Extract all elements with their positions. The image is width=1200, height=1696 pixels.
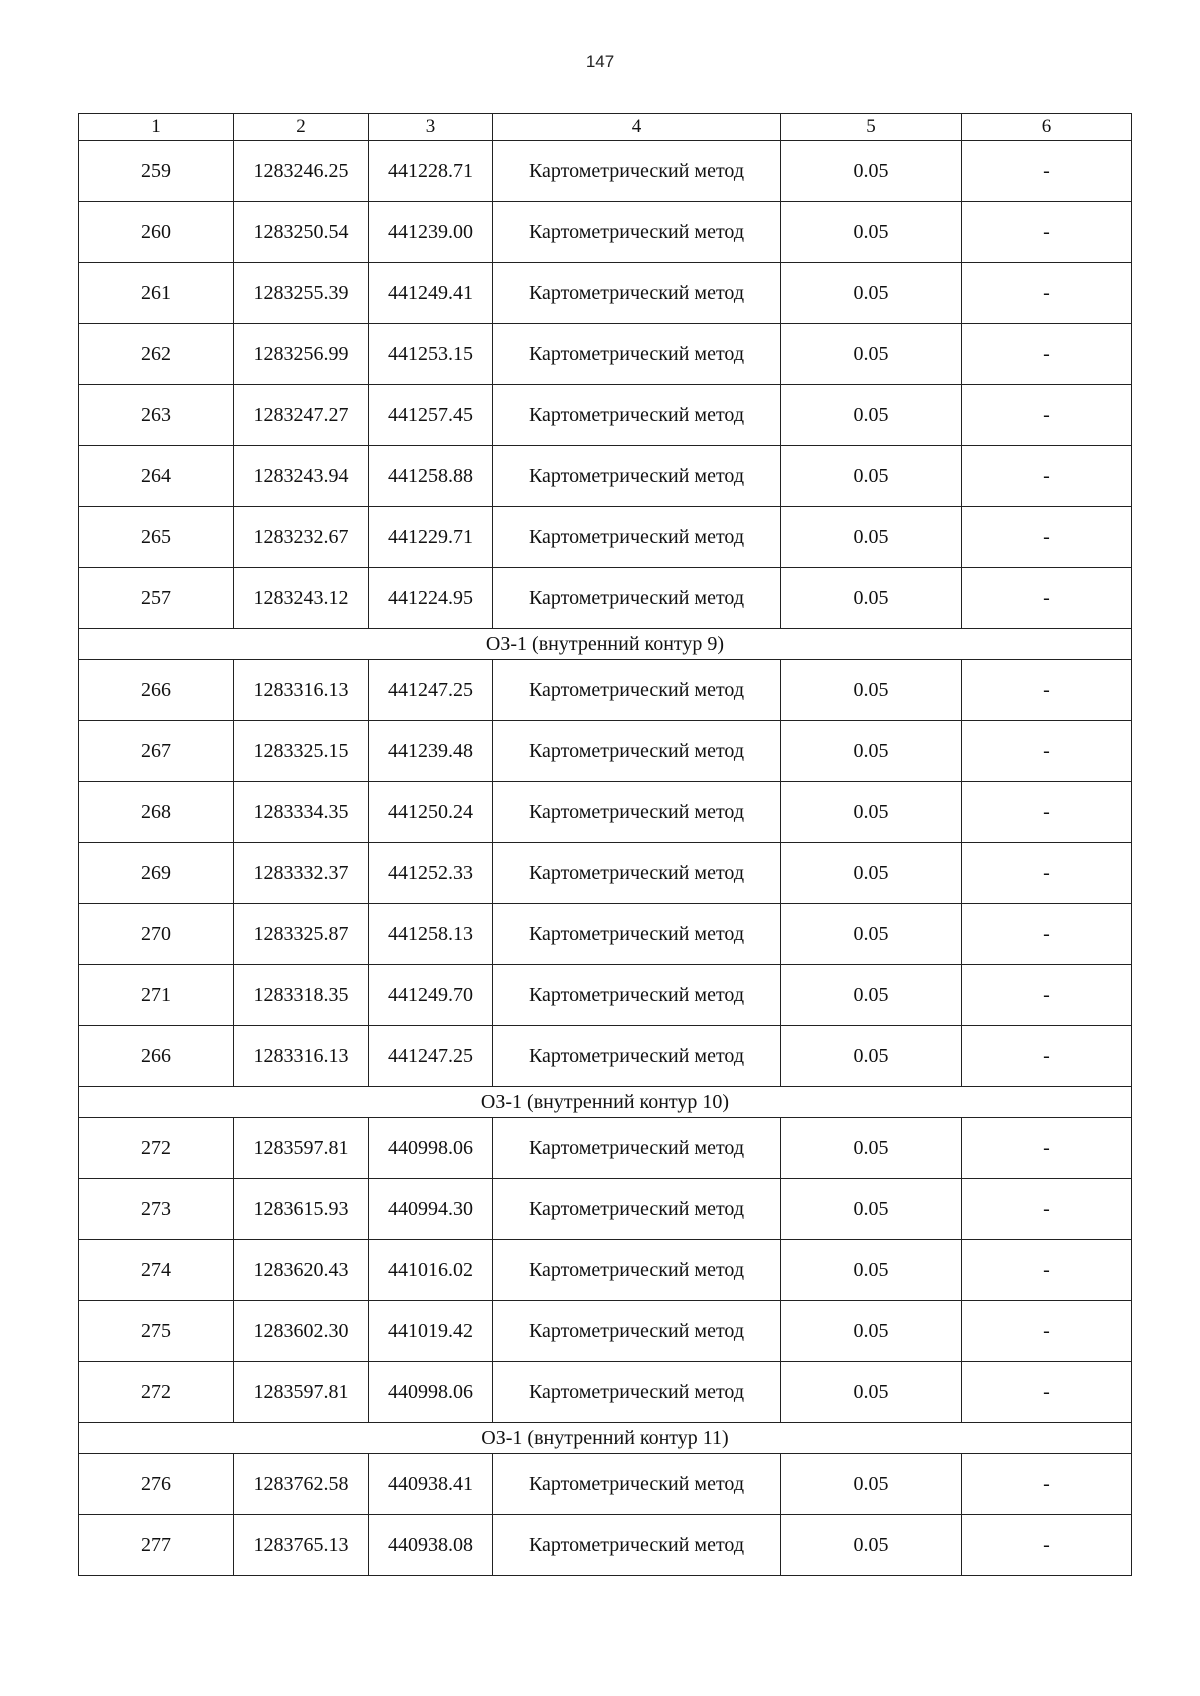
table-row xyxy=(79,721,1132,782)
x-coordinate-cell: 1283765.13 xyxy=(234,1515,369,1576)
y-coordinate-cell: 441247.25 xyxy=(369,660,493,721)
note-cell: - xyxy=(962,904,1132,965)
accuracy-cell: 0.05 xyxy=(781,446,962,507)
method-cell: Картометрический метод xyxy=(493,324,781,385)
point-number-cell: 273 xyxy=(79,1179,234,1240)
column-header: 6 xyxy=(962,114,1132,141)
x-coordinate-cell: 1283243.94 xyxy=(234,446,369,507)
accuracy-cell: 0.05 xyxy=(781,1179,962,1240)
y-coordinate-cell: 441257.45 xyxy=(369,385,493,446)
x-coordinate-cell: 1283316.13 xyxy=(234,660,369,721)
note-cell: - xyxy=(962,660,1132,721)
point-number-cell: 266 xyxy=(79,1026,234,1087)
x-coordinate-cell: 1283597.81 xyxy=(234,1118,369,1179)
section-label: ОЗ-1 (внутренний контур 9) xyxy=(79,629,1132,660)
coordinates-table xyxy=(78,113,1132,1576)
column-header: 5 xyxy=(781,114,962,141)
method-cell: Картометрический метод xyxy=(493,1118,781,1179)
accuracy-cell: 0.05 xyxy=(781,1301,962,1362)
point-number-cell: 269 xyxy=(79,843,234,904)
table-row xyxy=(79,660,1132,721)
section-row xyxy=(79,1087,1132,1118)
note-cell: - xyxy=(962,1454,1132,1515)
table-row xyxy=(79,141,1132,202)
y-coordinate-cell: 441224.95 xyxy=(369,568,493,629)
point-number-cell: 264 xyxy=(79,446,234,507)
point-number-cell: 260 xyxy=(79,202,234,263)
method-cell: Картометрический метод xyxy=(493,568,781,629)
x-coordinate-cell: 1283316.13 xyxy=(234,1026,369,1087)
y-coordinate-cell: 441258.88 xyxy=(369,446,493,507)
table-row xyxy=(79,385,1132,446)
note-cell: - xyxy=(962,782,1132,843)
method-cell: Картометрический метод xyxy=(493,1454,781,1515)
point-number-cell: 277 xyxy=(79,1515,234,1576)
note-cell: - xyxy=(962,385,1132,446)
x-coordinate-cell: 1283243.12 xyxy=(234,568,369,629)
y-coordinate-cell: 441250.24 xyxy=(369,782,493,843)
note-cell: - xyxy=(962,1301,1132,1362)
x-coordinate-cell: 1283232.67 xyxy=(234,507,369,568)
point-number-cell: 275 xyxy=(79,1301,234,1362)
note-cell: - xyxy=(962,721,1132,782)
point-number-cell: 257 xyxy=(79,568,234,629)
method-cell: Картометрический метод xyxy=(493,965,781,1026)
method-cell: Картометрический метод xyxy=(493,660,781,721)
accuracy-cell: 0.05 xyxy=(781,385,962,446)
x-coordinate-cell: 1283250.54 xyxy=(234,202,369,263)
method-cell: Картометрический метод xyxy=(493,904,781,965)
table-row xyxy=(79,782,1132,843)
accuracy-cell: 0.05 xyxy=(781,1026,962,1087)
note-cell: - xyxy=(962,1026,1132,1087)
table-row xyxy=(79,1118,1132,1179)
accuracy-cell: 0.05 xyxy=(781,141,962,202)
y-coordinate-cell: 441253.15 xyxy=(369,324,493,385)
table-row xyxy=(79,568,1132,629)
column-header: 1 xyxy=(79,114,234,141)
method-cell: Картометрический метод xyxy=(493,141,781,202)
accuracy-cell: 0.05 xyxy=(781,324,962,385)
x-coordinate-cell: 1283325.15 xyxy=(234,721,369,782)
x-coordinate-cell: 1283615.93 xyxy=(234,1179,369,1240)
accuracy-cell: 0.05 xyxy=(781,1118,962,1179)
point-number-cell: 272 xyxy=(79,1362,234,1423)
method-cell: Картометрический метод xyxy=(493,1515,781,1576)
accuracy-cell: 0.05 xyxy=(781,202,962,263)
column-header: 4 xyxy=(493,114,781,141)
method-cell: Картометрический метод xyxy=(493,1026,781,1087)
point-number-cell: 272 xyxy=(79,1118,234,1179)
method-cell: Картометрический метод xyxy=(493,202,781,263)
table-row xyxy=(79,446,1132,507)
table-row xyxy=(79,1362,1132,1423)
note-cell: - xyxy=(962,965,1132,1026)
point-number-cell: 262 xyxy=(79,324,234,385)
y-coordinate-cell: 440998.06 xyxy=(369,1362,493,1423)
accuracy-cell: 0.05 xyxy=(781,843,962,904)
table-row xyxy=(79,507,1132,568)
x-coordinate-cell: 1283318.35 xyxy=(234,965,369,1026)
y-coordinate-cell: 440938.08 xyxy=(369,1515,493,1576)
point-number-cell: 276 xyxy=(79,1454,234,1515)
table-row xyxy=(79,904,1132,965)
point-number-cell: 263 xyxy=(79,385,234,446)
point-number-cell: 270 xyxy=(79,904,234,965)
table-row xyxy=(79,1301,1132,1362)
note-cell: - xyxy=(962,1515,1132,1576)
accuracy-cell: 0.05 xyxy=(781,1362,962,1423)
point-number-cell: 265 xyxy=(79,507,234,568)
note-cell: - xyxy=(962,141,1132,202)
column-header: 3 xyxy=(369,114,493,141)
section-label: ОЗ-1 (внутренний контур 11) xyxy=(79,1423,1132,1454)
point-number-cell: 261 xyxy=(79,263,234,324)
note-cell: - xyxy=(962,1118,1132,1179)
x-coordinate-cell: 1283246.25 xyxy=(234,141,369,202)
method-cell: Картометрический метод xyxy=(493,721,781,782)
point-number-cell: 267 xyxy=(79,721,234,782)
table-header-row xyxy=(79,114,1132,141)
point-number-cell: 266 xyxy=(79,660,234,721)
accuracy-cell: 0.05 xyxy=(781,263,962,324)
table-row xyxy=(79,324,1132,385)
method-cell: Картометрический метод xyxy=(493,446,781,507)
note-cell: - xyxy=(962,843,1132,904)
method-cell: Картометрический метод xyxy=(493,507,781,568)
y-coordinate-cell: 441249.70 xyxy=(369,965,493,1026)
note-cell: - xyxy=(962,568,1132,629)
x-coordinate-cell: 1283247.27 xyxy=(234,385,369,446)
x-coordinate-cell: 1283332.37 xyxy=(234,843,369,904)
accuracy-cell: 0.05 xyxy=(781,1240,962,1301)
column-header: 2 xyxy=(234,114,369,141)
accuracy-cell: 0.05 xyxy=(781,507,962,568)
note-cell: - xyxy=(962,263,1132,324)
x-coordinate-cell: 1283325.87 xyxy=(234,904,369,965)
y-coordinate-cell: 441252.33 xyxy=(369,843,493,904)
x-coordinate-cell: 1283620.43 xyxy=(234,1240,369,1301)
y-coordinate-cell: 441019.42 xyxy=(369,1301,493,1362)
table-row xyxy=(79,1240,1132,1301)
y-coordinate-cell: 440994.30 xyxy=(369,1179,493,1240)
table-row xyxy=(79,965,1132,1026)
table-row xyxy=(79,263,1132,324)
x-coordinate-cell: 1283762.58 xyxy=(234,1454,369,1515)
accuracy-cell: 0.05 xyxy=(781,660,962,721)
method-cell: Картометрический метод xyxy=(493,1179,781,1240)
accuracy-cell: 0.05 xyxy=(781,904,962,965)
note-cell: - xyxy=(962,1240,1132,1301)
page-number: 147 xyxy=(585,52,615,71)
table-row xyxy=(79,1454,1132,1515)
method-cell: Картометрический метод xyxy=(493,263,781,324)
table-row xyxy=(79,1026,1132,1087)
y-coordinate-cell: 441239.48 xyxy=(369,721,493,782)
accuracy-cell: 0.05 xyxy=(781,1515,962,1576)
x-coordinate-cell: 1283602.30 xyxy=(234,1301,369,1362)
accuracy-cell: 0.05 xyxy=(781,568,962,629)
section-row xyxy=(79,1423,1132,1454)
method-cell: Картометрический метод xyxy=(493,843,781,904)
accuracy-cell: 0.05 xyxy=(781,782,962,843)
table-row xyxy=(79,202,1132,263)
y-coordinate-cell: 441239.00 xyxy=(369,202,493,263)
y-coordinate-cell: 441229.71 xyxy=(369,507,493,568)
y-coordinate-cell: 441016.02 xyxy=(369,1240,493,1301)
y-coordinate-cell: 441228.71 xyxy=(369,141,493,202)
accuracy-cell: 0.05 xyxy=(781,721,962,782)
method-cell: Картометрический метод xyxy=(493,385,781,446)
table-body xyxy=(79,141,1132,1576)
x-coordinate-cell: 1283255.39 xyxy=(234,263,369,324)
table-row xyxy=(79,843,1132,904)
note-cell: - xyxy=(962,507,1132,568)
note-cell: - xyxy=(962,1362,1132,1423)
y-coordinate-cell: 441247.25 xyxy=(369,1026,493,1087)
y-coordinate-cell: 441258.13 xyxy=(369,904,493,965)
y-coordinate-cell: 440938.41 xyxy=(369,1454,493,1515)
y-coordinate-cell: 441249.41 xyxy=(369,263,493,324)
accuracy-cell: 0.05 xyxy=(781,1454,962,1515)
note-cell: - xyxy=(962,1179,1132,1240)
x-coordinate-cell: 1283256.99 xyxy=(234,324,369,385)
note-cell: - xyxy=(962,446,1132,507)
method-cell: Картометрический метод xyxy=(493,1362,781,1423)
section-label: ОЗ-1 (внутренний контур 10) xyxy=(79,1087,1132,1118)
y-coordinate-cell: 440998.06 xyxy=(369,1118,493,1179)
point-number-cell: 271 xyxy=(79,965,234,1026)
table-row xyxy=(79,1515,1132,1576)
method-cell: Картометрический метод xyxy=(493,782,781,843)
x-coordinate-cell: 1283334.35 xyxy=(234,782,369,843)
method-cell: Картометрический метод xyxy=(493,1240,781,1301)
accuracy-cell: 0.05 xyxy=(781,965,962,1026)
x-coordinate-cell: 1283597.81 xyxy=(234,1362,369,1423)
method-cell: Картометрический метод xyxy=(493,1301,781,1362)
table-row xyxy=(79,1179,1132,1240)
point-number-cell: 259 xyxy=(79,141,234,202)
note-cell: - xyxy=(962,202,1132,263)
note-cell: - xyxy=(962,324,1132,385)
point-number-cell: 268 xyxy=(79,782,234,843)
point-number-cell: 274 xyxy=(79,1240,234,1301)
section-row xyxy=(79,629,1132,660)
